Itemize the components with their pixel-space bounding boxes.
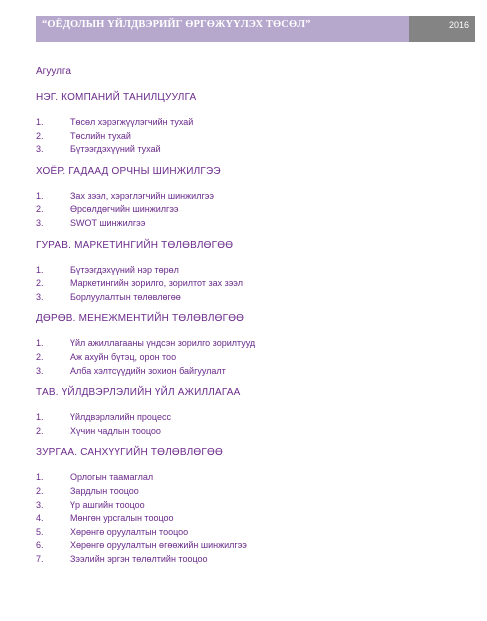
toc-item[interactable] xyxy=(36,411,456,425)
toc-item-number: 1. xyxy=(36,412,44,423)
section-heading[interactable]: ДӨРӨВ. МЕНЕЖМЕНТИЙН ТӨЛӨВЛӨГӨӨ xyxy=(36,313,245,325)
toc-item-number: 1. xyxy=(36,190,44,201)
toc-item-number: 3. xyxy=(36,144,44,155)
toc-item-number: 1. xyxy=(36,472,44,483)
toc-item[interactable] xyxy=(36,291,456,305)
toc-item-label: Мөнгөн урсгалын тооцоо xyxy=(70,513,174,524)
toc-item-label: Хүчин чадлын тооцоо xyxy=(70,425,161,436)
toc-item-label: Үр ашгийн тооцоо xyxy=(70,499,145,510)
toc-item-label: Бүтээгдэхүүний тухай xyxy=(70,144,161,155)
section-heading[interactable]: ЗУРГАА. САНХҮҮГИЙН ТӨЛӨВЛӨГӨӨ xyxy=(36,447,223,459)
toc-section xyxy=(36,166,456,231)
toc-item-number: 1. xyxy=(36,117,44,127)
toc-item-number: 4. xyxy=(36,513,44,524)
toc-section xyxy=(36,313,456,378)
section-items xyxy=(36,337,456,378)
toc-item-label: Төслийн тухай xyxy=(70,130,131,141)
toc-item-number: 1. xyxy=(36,338,44,349)
toc-item-label: Борлуулалтын төлөвлөгөө xyxy=(70,291,181,302)
page-header xyxy=(36,16,475,42)
toc-item-number: 6. xyxy=(36,540,44,551)
toc-item-label: Хөрөнгө оруулалтын өгөөжийн шинжилгээ xyxy=(70,540,247,551)
section-heading[interactable]: ГУРАВ. МАРКЕТИНГИЙН ТӨЛӨВЛӨГӨӨ xyxy=(36,239,234,251)
toc-item-number: 1. xyxy=(36,264,44,275)
toc-section xyxy=(36,447,456,566)
toc-item-number: 2. xyxy=(36,130,44,141)
toc-item-label: Зах зээл, хэрэглэгчийн шинжилгээ xyxy=(70,190,214,201)
toc-item[interactable] xyxy=(36,264,456,278)
toc-item-label: Үйл ажиллагааны үндсэн зорилго зорилтууд xyxy=(70,338,256,349)
toc-item[interactable] xyxy=(36,553,456,567)
toc-item-number: 3. xyxy=(36,291,44,302)
section-heading[interactable]: НЭГ. КОМПАНИЙ ТАНИЛЦУУЛГА xyxy=(36,92,197,103)
document-year: 2016 xyxy=(409,16,475,42)
toc-item[interactable] xyxy=(36,539,456,553)
toc-item[interactable] xyxy=(36,526,456,540)
toc-item-label: Хөрөнгө оруулалтын тооцоо xyxy=(70,526,189,537)
section-items xyxy=(36,116,456,157)
toc-item[interactable] xyxy=(36,512,456,526)
toc-section xyxy=(36,92,456,157)
table-of-contents xyxy=(36,66,456,575)
toc-sections xyxy=(36,92,456,566)
toc-item-number: 2. xyxy=(36,351,44,362)
toc-item-number: 7. xyxy=(36,553,44,564)
toc-item-number: 2. xyxy=(36,485,44,496)
section-items xyxy=(36,411,456,438)
toc-item-label: Өрсөлдөгчийн шинжилгээ xyxy=(70,204,179,215)
toc-item-label: Орлогын таамаглал xyxy=(70,472,154,483)
section-items xyxy=(36,471,456,566)
toc-item[interactable] xyxy=(36,471,456,485)
toc-item-label: SWOT шинжилгээ xyxy=(70,217,146,228)
toc-item[interactable] xyxy=(36,217,456,231)
section-items xyxy=(36,264,456,305)
toc-item[interactable] xyxy=(36,190,456,204)
toc-section xyxy=(36,240,456,305)
toc-item-number: 2. xyxy=(36,278,44,289)
section-items xyxy=(36,190,456,231)
toc-item-number: 5. xyxy=(36,526,44,537)
toc-item-number: 3. xyxy=(36,499,44,510)
toc-item-number: 3. xyxy=(36,365,44,376)
toc-item-number: 2. xyxy=(36,204,44,215)
toc-section xyxy=(36,387,456,438)
toc-item-label: Зээлийн эргэн төлөлтийн тооцоо xyxy=(70,553,208,564)
toc-item-label: Зардлын тооцоо xyxy=(70,485,139,496)
document-title: “ОЁДОЛЫН ҮЙЛДВЭРИЙГ ӨРГӨЖҮҮЛЭХ ТӨСӨЛ” xyxy=(36,16,409,42)
toc-item[interactable] xyxy=(36,143,456,157)
toc-item[interactable] xyxy=(36,351,456,365)
toc-item-number: 3. xyxy=(36,217,44,228)
toc-item-label: Алба хэлтсүүдийн зохион байгуулалт xyxy=(70,365,226,376)
toc-item[interactable] xyxy=(36,277,456,291)
toc-item[interactable] xyxy=(36,203,456,217)
toc-item[interactable] xyxy=(36,499,456,513)
toc-item-label: Төсөл хэрэгжүүлэгчийн тухай xyxy=(70,117,194,127)
toc-item[interactable] xyxy=(36,116,456,130)
toc-item[interactable] xyxy=(36,365,456,379)
section-heading[interactable]: ХОЁР. ГАДААД ОРЧНЫ ШИНЖИЛГЭЭ xyxy=(36,165,221,177)
toc-item[interactable] xyxy=(36,485,456,499)
toc-item-label: Бүтээгдэхүүний нэр төрөл xyxy=(70,264,179,275)
toc-item[interactable] xyxy=(36,337,456,351)
toc-item-number: 2. xyxy=(36,425,44,436)
toc-title: Агуулга xyxy=(36,66,71,77)
toc-item[interactable] xyxy=(36,130,456,144)
toc-item-label: Аж ахуйн бүтэц, орон тоо xyxy=(70,351,177,362)
section-heading[interactable]: ТАВ. ҮЙЛДВЭРЛЭЛИЙН ҮЙЛ АЖИЛЛАГАА xyxy=(36,387,241,399)
toc-item-label: Маркетингийн зорилго, зорилтот зах зээл xyxy=(70,278,243,289)
toc-item-label: Үйлдвэрлэлийн процесс xyxy=(70,412,171,423)
toc-item[interactable] xyxy=(36,425,456,439)
